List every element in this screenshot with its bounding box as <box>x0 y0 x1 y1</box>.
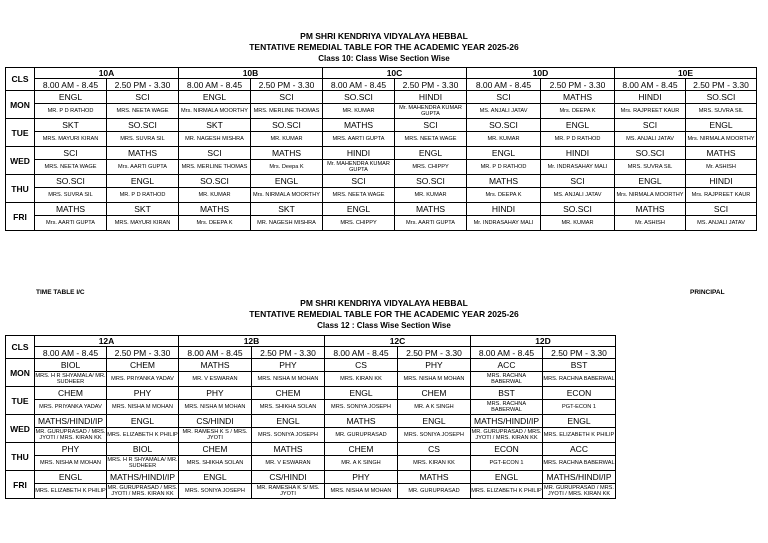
class10-section-header: 10A <box>35 68 179 79</box>
class12-teacher-cell: MR. RAMESHA K S/ MS. JYOTI <box>252 484 325 499</box>
class12-subject-cell: BIOL <box>35 359 107 372</box>
class12-teacher-cell: MRS. SONIYA JOSEPH <box>252 428 325 443</box>
table-title-class10: TENTATIVE REMEDIAL TABLE FOR THE ACADEMIC YEAR 2025-26 <box>249 42 519 52</box>
class10-subject-cell: ENGL <box>35 91 107 104</box>
class12-subject-cell: PHY <box>325 471 398 484</box>
class12-subject-cell: ENGL <box>179 471 252 484</box>
class10-day-label: MON <box>6 91 35 119</box>
timetable-class12 <box>5 335 616 499</box>
class10-teacher-cell: Mrs. RAJPREET KAUR <box>615 104 686 119</box>
class12-subject-cell: CHEM <box>252 387 325 400</box>
class10-teacher-cell: MRS. SUVRA SIL <box>35 188 107 203</box>
class12-teacher-cell: MRS. SONIYA JOSEPH <box>398 428 471 443</box>
class10-subject-cell: HINDI <box>467 203 541 216</box>
class12-teacher-cell: MRS. NISHA M MOHAN <box>35 456 107 471</box>
class10-subject-cell: SCI <box>615 119 686 132</box>
class12-slot-header: 8.00 AM - 8.45 <box>35 347 107 359</box>
class10-teacher-cell: MRS. MAYURI KIRAN <box>35 132 107 147</box>
class10-subject-cell: MATHS <box>35 203 107 216</box>
class10-teacher-cell: Mrs. NIRMALA MOORTHY <box>251 188 323 203</box>
class12-subject-cell: BST <box>543 359 616 372</box>
class10-teacher-cell: Mrs. DEEPA K <box>179 216 251 231</box>
class10-subject-cell: ENGL <box>107 175 179 188</box>
class12-teacher-cell: MR. GURUPRASAD / MRS. JYOTI / MRS. KIRAN KK <box>544 484 614 497</box>
class10-teacher-cell: Mrs. AARTI GUPTA <box>395 216 467 231</box>
class10-teacher-cell: MS. ANJALI JATAV <box>541 188 615 203</box>
class10-subject-cell: SCI <box>323 175 395 188</box>
class10-teacher-cell: MRS. CHIPPY <box>395 160 467 175</box>
class12-subject-cell: PHY <box>252 359 325 372</box>
class10-section-header: 10D <box>467 68 615 79</box>
class10-subject-cell: SO.SCI <box>541 203 615 216</box>
class10-teacher-cell: Mrs. DEEPA K <box>541 104 615 119</box>
class10-teacher-cell: Mrs. NIRMALA MOORTHY <box>686 132 757 147</box>
class10-subject-cell: SKT <box>107 203 179 216</box>
class10-teacher-cell: Mrs. Deepa K <box>251 160 323 175</box>
class10-teacher-cell: MRS. MERLINE THOMAS <box>251 104 323 119</box>
class12-subject-cell: MATHS/HINDI/IP <box>35 415 107 428</box>
class10-subject-cell: ENGL <box>467 147 541 160</box>
class12-teacher-cell: MR. A K SINGH <box>325 456 398 471</box>
class12-subject-cell: PHY <box>398 359 471 372</box>
class12-subject-cell: PHY <box>179 387 252 400</box>
class12-subject-cell: ENGL <box>252 415 325 428</box>
school-name-class12: PM SHRI KENDRIYA VIDYALAYA HEBBAL <box>300 298 468 308</box>
class10-subject-cell: HINDI <box>615 91 686 104</box>
class12-slot-header: 8.00 AM - 8.45 <box>179 347 252 359</box>
class10-subject-cell: ENGL <box>179 91 251 104</box>
class12-day-label: THU <box>6 443 35 471</box>
class10-teacher-cell: Mr. MAHENDRA KUMAR GUPTA <box>395 104 467 119</box>
class10-subject-cell: MATHS <box>686 147 757 160</box>
class10-subject-cell: SO.SCI <box>251 119 323 132</box>
class10-subject-cell: ENGL <box>251 175 323 188</box>
class10-subject-cell: HINDI <box>541 147 615 160</box>
class10-slot-header: 2.50 PM - 3.30 <box>686 79 757 91</box>
class10-teacher-cell: MS. ANJALI JATAV <box>467 104 541 119</box>
school-name-class10: PM SHRI KENDRIYA VIDYALAYA HEBBAL <box>300 31 468 41</box>
class10-subject-cell: MATHS <box>251 147 323 160</box>
class12-teacher-cell: MR. GURUPRASAD / MRS. JYOTI / MRS. KIRAN KK <box>107 484 178 497</box>
class12-cls-header: CLS <box>6 336 35 359</box>
class10-teacher-cell: MR. KUMAR <box>395 188 467 203</box>
class10-teacher-cell: MS. ANJALI JATAV <box>615 132 686 147</box>
class12-subject-cell: CHEM <box>325 443 398 456</box>
class10-subject-cell: SKT <box>179 119 251 132</box>
class10-subject-cell: SO.SCI <box>615 147 686 160</box>
class10-subject-cell: HINDI <box>686 175 757 188</box>
class10-subject-cell: ENGL <box>323 203 395 216</box>
class12-subject-cell: CHEM <box>35 387 107 400</box>
class12-teacher-cell: MRS. RACHNA BABERWAL <box>471 400 543 415</box>
class12-subject-cell: MATHS <box>179 359 252 372</box>
class10-slot-header: 8.00 AM - 8.45 <box>323 79 395 91</box>
class10-teacher-cell: Mr. MAHENDRA KUMAR GUPTA <box>323 160 395 175</box>
class12-slot-header: 2.50 PM - 3.30 <box>107 347 179 359</box>
class12-section-header: 12A <box>35 336 179 347</box>
class12-subject-cell: ENGL <box>471 471 543 484</box>
class12-day-label: FRI <box>6 471 35 499</box>
class12-subject-cell: ECON <box>471 443 543 456</box>
class10-slot-header: 2.50 PM - 3.30 <box>541 79 615 91</box>
class10-teacher-cell: MR. P D RATHOD <box>107 188 179 203</box>
class12-teacher-cell: PGT-ECON 1 <box>543 400 616 415</box>
class12-section-header: 12B <box>179 336 325 347</box>
class12-subject-cell: ENGL <box>35 471 107 484</box>
class12-teacher-cell: MRS. KIRAN KK <box>398 456 471 471</box>
class12-teacher-cell: MRS. H R SHYAMALA/ MR. SUDHEER <box>35 372 106 385</box>
table-subtitle-class12: Class 12 : Class Wise Section Wise <box>317 321 451 330</box>
class10-subject-cell: MATHS <box>395 203 467 216</box>
class12-teacher-cell: PGT-ECON 1 <box>471 456 543 471</box>
class10-teacher-cell: Mrs. RAJPREET KAUR <box>686 188 757 203</box>
class10-day-label: THU <box>6 175 35 203</box>
class12-subject-cell: CHEM <box>398 387 471 400</box>
class10-day-label: TUE <box>6 119 35 147</box>
table-subtitle-class10: Class 10: Class Wise Section Wise <box>318 54 450 63</box>
class10-teacher-cell: MRS. NEETA WAGE <box>395 132 467 147</box>
class12-teacher-cell: MRS. SONIYA JOSEPH <box>179 484 252 499</box>
class12-teacher-cell: MRS. PRIYANKA YADAV <box>35 400 107 415</box>
class10-subject-cell: HINDI <box>323 147 395 160</box>
class12-subject-cell: CHEM <box>107 359 179 372</box>
class10-cls-header: CLS <box>6 68 35 91</box>
class12-teacher-cell: MRS. RACHNA BABERWAL <box>471 372 543 387</box>
class10-subject-cell: SKT <box>251 203 323 216</box>
class10-teacher-cell: MR. KUMAR <box>323 104 395 119</box>
class12-teacher-cell: MRS. ELIZABETH K PHILIP <box>543 428 616 443</box>
class12-subject-cell: MATHS/HINDI/IP <box>107 471 179 484</box>
class12-day-label: TUE <box>6 387 35 415</box>
class12-teacher-cell: MRS. RACHNA BABERWAL <box>543 372 616 387</box>
class12-teacher-cell: MRS. RACHNA BABERWAL <box>543 456 616 471</box>
class10-subject-cell: SCI <box>251 91 323 104</box>
class12-subject-cell: MATHS/HINDI/IP <box>543 471 616 484</box>
class12-teacher-cell: MRS. ELIZABETH K PHILIP <box>35 484 107 499</box>
class12-slot-header: 2.50 PM - 3.30 <box>398 347 471 359</box>
class10-teacher-cell: MRS. MERLINE THOMAS <box>179 160 251 175</box>
class10-subject-cell: MATHS <box>179 203 251 216</box>
class10-teacher-cell: MR. P D RATHOD <box>35 104 107 119</box>
class10-teacher-cell: MR. P D RATHOD <box>541 132 615 147</box>
class12-teacher-cell: MR. GURUPRASAD / MRS. JYOTI / MRS. KIRAN KK <box>35 428 106 441</box>
class12-subject-cell: CS/HINDI <box>252 471 325 484</box>
class12-subject-cell: ECON <box>543 387 616 400</box>
class12-subject-cell: CHEM <box>179 443 252 456</box>
class12-teacher-cell: MRS. NISHA M MOHAN <box>179 400 252 415</box>
class12-subject-cell: ENGL <box>398 415 471 428</box>
class12-teacher-cell: MRS. SHIKHA SOLAN <box>179 456 252 471</box>
principal-label: PRINCIPAL <box>690 289 725 296</box>
class10-slot-header: 8.00 AM - 8.45 <box>35 79 107 91</box>
class10-subject-cell: MATHS <box>541 91 615 104</box>
class12-subject-cell: BST <box>471 387 543 400</box>
class12-day-label: MON <box>6 359 35 387</box>
class10-subject-cell: SO.SCI <box>323 91 395 104</box>
class10-section-header: 10C <box>323 68 467 79</box>
class10-subject-cell: SO.SCI <box>107 119 179 132</box>
class10-teacher-cell: MRS. NEETA WAGE <box>323 188 395 203</box>
class10-day-label: FRI <box>6 203 35 231</box>
class12-teacher-cell: MRS. NISHA M MOHAN <box>107 400 179 415</box>
class10-subject-cell: MATHS <box>107 147 179 160</box>
class12-teacher-cell: MRS. ELIZABETH K PHILIP <box>107 428 179 443</box>
class12-subject-cell: MATHS <box>252 443 325 456</box>
class10-subject-cell: SO.SCI <box>467 119 541 132</box>
class10-subject-cell: SCI <box>395 119 467 132</box>
class12-slot-header: 2.50 PM - 3.30 <box>252 347 325 359</box>
class12-teacher-cell: MRS. SONIYA JOSEPH <box>325 400 398 415</box>
class12-subject-cell: PHY <box>107 387 179 400</box>
class10-subject-cell: SCI <box>467 91 541 104</box>
class12-subject-cell: ENGL <box>325 387 398 400</box>
class10-slot-header: 8.00 AM - 8.45 <box>615 79 686 91</box>
class10-subject-cell: ENGL <box>615 175 686 188</box>
class10-teacher-cell: MRS. CHIPPY <box>323 216 395 231</box>
class10-teacher-cell: Mr. ASHISH <box>686 160 757 175</box>
class12-subject-cell: ENGL <box>107 415 179 428</box>
class12-day-label: WED <box>6 415 35 443</box>
class10-teacher-cell: MRS. NEETA WAGE <box>35 160 107 175</box>
class12-teacher-cell: MR. GURUPRASAD / MRS. JYOTI / MRS. KIRAN KK <box>471 428 542 441</box>
class10-slot-header: 2.50 PM - 3.30 <box>395 79 467 91</box>
class12-slot-header: 2.50 PM - 3.30 <box>543 347 616 359</box>
class12-subject-cell: PHY <box>35 443 107 456</box>
class12-subject-cell: ENGL <box>543 415 616 428</box>
class10-teacher-cell: Mr. INDRASAHAY MALI <box>541 160 615 175</box>
class12-subject-cell: MATHS/HINDI/IP <box>471 415 543 428</box>
class10-day-label: WED <box>6 147 35 175</box>
class10-teacher-cell: MR. NAGESH MISHRA <box>179 132 251 147</box>
class10-teacher-cell: Mr. ASHISH <box>615 216 686 231</box>
class12-slot-header: 8.00 AM - 8.45 <box>471 347 543 359</box>
class10-subject-cell: ENGL <box>541 119 615 132</box>
class12-teacher-cell: MRS. ELIZABETH K PHILIP <box>471 484 543 499</box>
class10-teacher-cell: MR. KUMAR <box>467 132 541 147</box>
class12-slot-header: 8.00 AM - 8.45 <box>325 347 398 359</box>
class12-teacher-cell: MRS. KIRAN KK <box>325 372 398 387</box>
class10-subject-cell: SO.SCI <box>35 175 107 188</box>
class10-slot-header: 8.00 AM - 8.45 <box>467 79 541 91</box>
class12-teacher-cell: MR. GURUPRASAD <box>398 484 471 499</box>
class10-teacher-cell: Mrs. NIRMALA MOORTHY <box>179 104 251 119</box>
timetable-incharge-label: TIME TABLE I/C <box>36 289 85 296</box>
class10-teacher-cell: Mrs. NIRMALA MOORTHY <box>615 188 686 203</box>
class12-subject-cell: CS <box>325 359 398 372</box>
class12-subject-cell: CS/HINDI <box>179 415 252 428</box>
class10-teacher-cell: Mrs. AARTI GUPTA <box>35 216 107 231</box>
table-title-class12: TENTATIVE REMEDIAL TABLE FOR THE ACADEMIC YEAR 2025-26 <box>249 309 519 319</box>
class10-teacher-cell: MR. P D RATHOD <box>467 160 541 175</box>
class10-subject-cell: ENGL <box>686 119 757 132</box>
class10-teacher-cell: MR. NAGESH MISHRA <box>251 216 323 231</box>
class10-slot-header: 2.50 PM - 3.30 <box>251 79 323 91</box>
class10-slot-header: 2.50 PM - 3.30 <box>107 79 179 91</box>
class12-subject-cell: MATHS <box>325 415 398 428</box>
class12-teacher-cell: MRS. NISHA M MOHAN <box>325 484 398 499</box>
class10-teacher-cell: MRS. SUVRA SIL <box>107 132 179 147</box>
class12-teacher-cell: MR. V ESWARAN <box>179 372 252 387</box>
class10-teacher-cell: MRS. AARTI GUPTA <box>323 132 395 147</box>
class12-section-header: 12D <box>471 336 616 347</box>
class10-subject-cell: SO.SCI <box>395 175 467 188</box>
class12-subject-cell: ACC <box>471 359 543 372</box>
class10-subject-cell: SCI <box>107 91 179 104</box>
class12-teacher-cell: MRS. H R SHYAMALA/ MR. SUDHEER <box>107 456 178 469</box>
class10-slot-header: 8.00 AM - 8.45 <box>179 79 251 91</box>
class12-section-header: 12C <box>325 336 471 347</box>
class10-subject-cell: SCI <box>686 203 757 216</box>
class10-teacher-cell: MRS. SUVRA SIL <box>686 104 757 119</box>
class10-subject-cell: MATHS <box>615 203 686 216</box>
class10-teacher-cell: MRS. MAYURI KIRAN <box>107 216 179 231</box>
class12-subject-cell: ACC <box>543 443 616 456</box>
class10-teacher-cell: MR. KUMAR <box>541 216 615 231</box>
class10-subject-cell: SCI <box>179 147 251 160</box>
class10-teacher-cell: Mrs. DEEPA K <box>467 188 541 203</box>
class12-teacher-cell: MR. GURUPRASAD <box>325 428 398 443</box>
class10-teacher-cell: MRS. NEETA WAGE <box>107 104 179 119</box>
class10-subject-cell: ENGL <box>395 147 467 160</box>
class10-teacher-cell: Mrs. AARTI GUPTA <box>107 160 179 175</box>
class12-subject-cell: BIOL <box>107 443 179 456</box>
class12-teacher-cell: MR. RAMESH K S / MRS. JYOTI <box>179 428 252 443</box>
class10-subject-cell: MATHS <box>323 119 395 132</box>
class12-teacher-cell: MRS. PRIYANKA YADAV <box>107 372 179 387</box>
class12-teacher-cell: MRS. NISHA M MOHAN <box>252 372 325 387</box>
class10-teacher-cell: MS. ANJALI JATAV <box>686 216 757 231</box>
class12-subject-cell: CS <box>398 443 471 456</box>
class10-teacher-cell: Mr. INDRASAHAY MALI <box>467 216 541 231</box>
class10-subject-cell: MATHS <box>467 175 541 188</box>
class12-teacher-cell: MRS. SHIKHA SOLAN <box>252 400 325 415</box>
class10-subject-cell: SO.SCI <box>686 91 757 104</box>
class12-teacher-cell: MR. A K SINGH <box>398 400 471 415</box>
class10-teacher-cell: MR. KUMAR <box>251 132 323 147</box>
class12-subject-cell: MATHS <box>398 471 471 484</box>
class10-section-header: 10E <box>615 68 757 79</box>
class10-subject-cell: SO.SCI <box>179 175 251 188</box>
class10-section-header: 10B <box>179 68 323 79</box>
class10-subject-cell: SKT <box>35 119 107 132</box>
class10-subject-cell: SCI <box>541 175 615 188</box>
class12-teacher-cell: MR. V ESWARAN <box>252 456 325 471</box>
class10-subject-cell: HINDI <box>395 91 467 104</box>
class10-teacher-cell: MRS. SUVRA SIL <box>615 160 686 175</box>
timetable-class10 <box>5 67 757 231</box>
class12-teacher-cell: MRS. NISHA M MOHAN <box>398 372 471 387</box>
class10-subject-cell: SCI <box>35 147 107 160</box>
class10-teacher-cell: MR. KUMAR <box>179 188 251 203</box>
